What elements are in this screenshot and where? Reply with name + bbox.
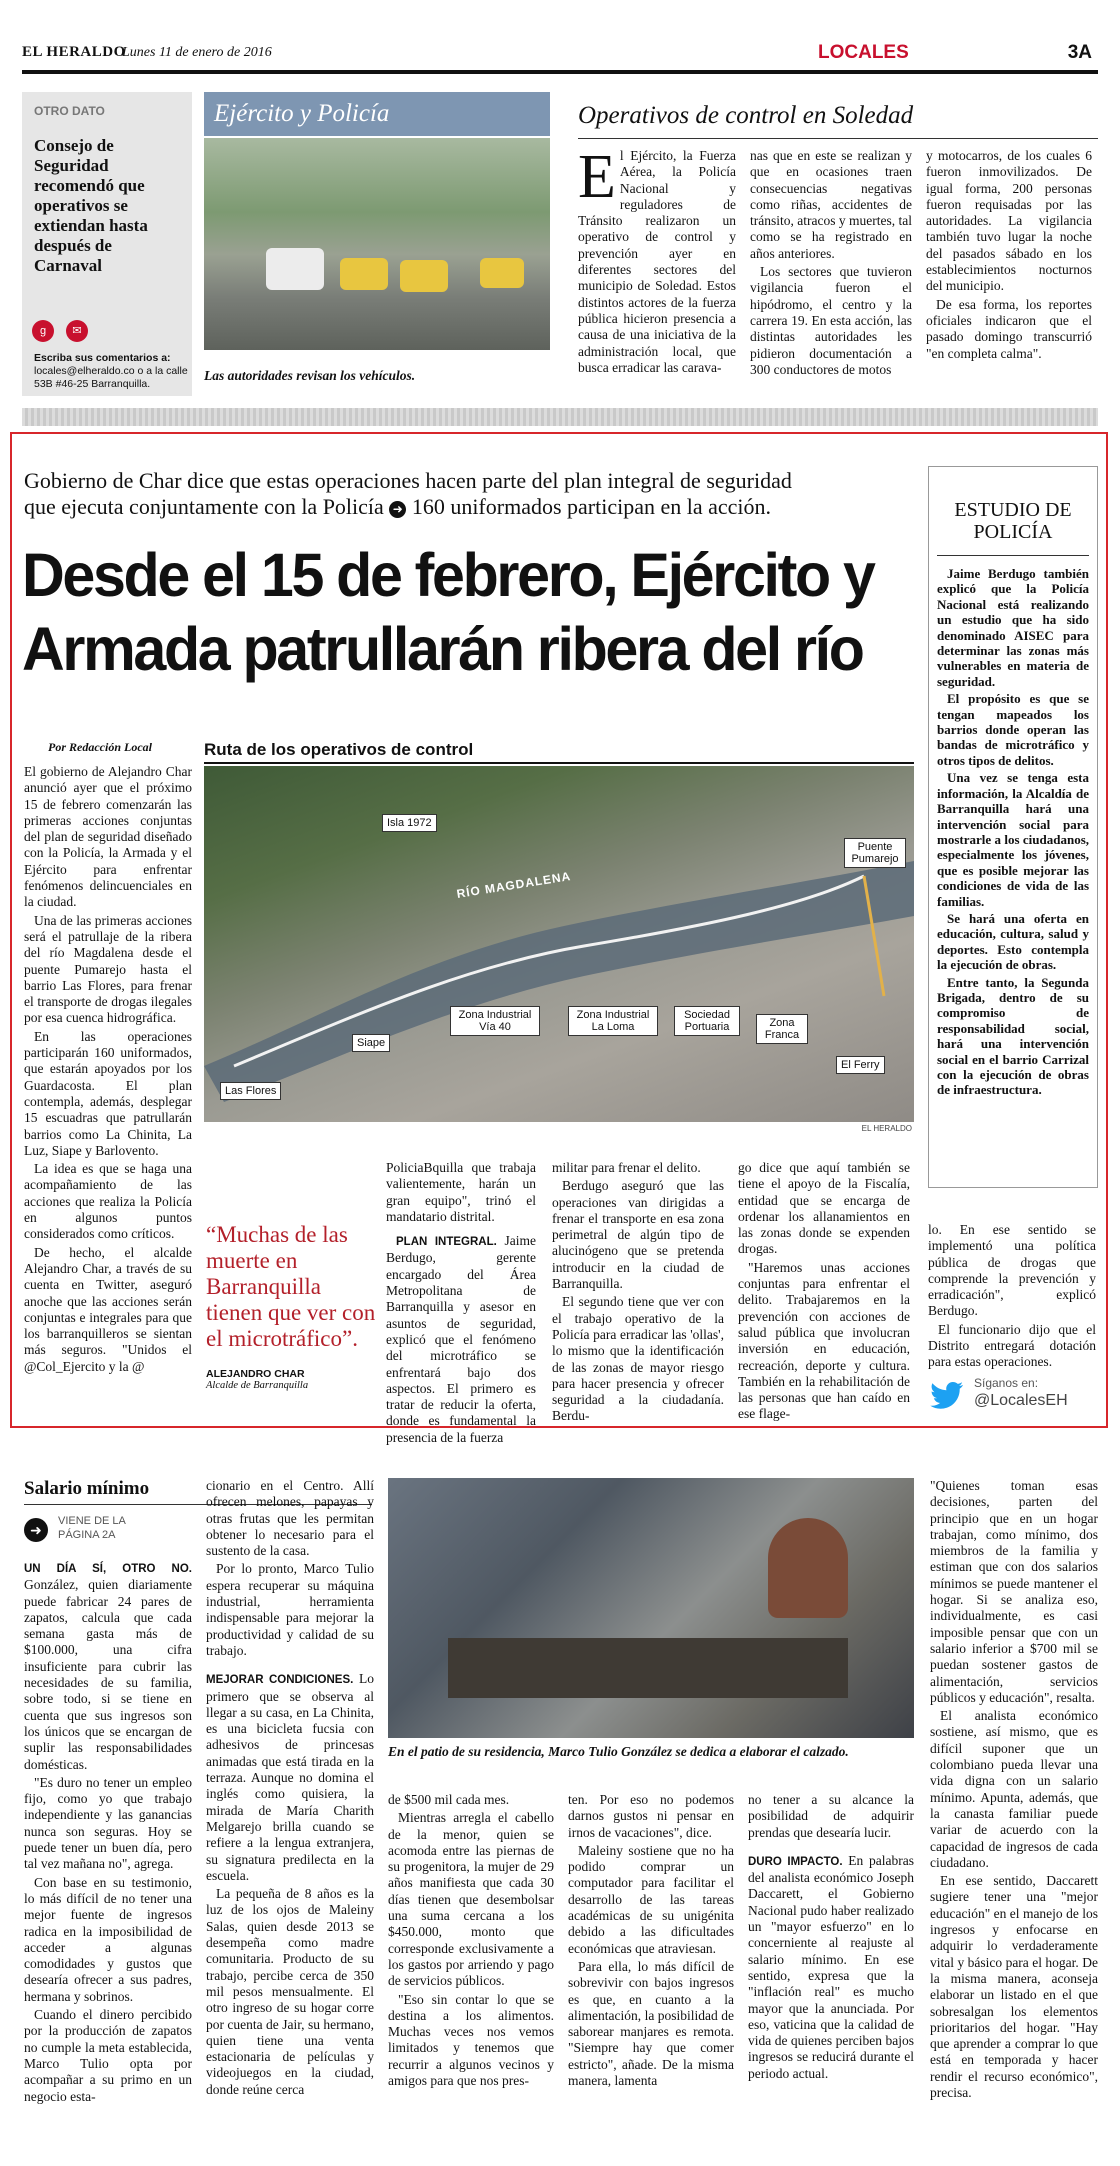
email-icon[interactable]: ✉ [66,320,88,342]
bottom-paragraph: Por lo pronto, Marco Tulio espera recuperar su máquina industrial, herramienta indispensable para mejorar la productividad y calidad de su trabajo. [206,1561,374,1658]
river-label: RÍO MAGDALENA [455,869,573,901]
map-label-puente: Puente Pumarejo [844,838,906,868]
workbench [448,1638,848,1698]
top-article-col-1 [578,143,736,376]
top-article-col-3 [926,148,1092,364]
river-shape [204,766,914,1122]
pull-quote [206,1222,376,1391]
kicker-plan-integral: PLAN INTEGRAL. [396,1236,497,1249]
masthead [22,40,1098,68]
bottom-paragraph: González, quien diariamente puede fabricar 24 pares de zapatos, calcula que cada semana gasta más de $100.000, una cifra insuficiente para cubrir las necesidades de su familia, sobre todo, si se tiene en cuenta que sus ingresos son los únicos que se encargan de suplir las responsabilidades domésticas. [24,1577,192,1772]
bottom-col-5 [748,1792,914,2084]
social-follow[interactable] [930,1376,1096,1416]
contact-text: locales@elheraldo.co o a la calle 53B #46-25 Barranquilla. [34,365,188,390]
main-paragraph: lo. En ese sentido se implementó una política pública de drogas que comprende la prevención y erradicación", explicó Berdugo. [928,1222,1096,1319]
social-icons [32,320,88,342]
bottom-paragraph: de $500 mil cada mes. [388,1792,510,1807]
main-paragraph: La idea es que se haga una acompañamiento de las acciones que realiza la Policía en algunos puntos considerados como críticos. [24,1161,192,1242]
bottom-paragraph: En ese sentido, Daccarett sugiere tener una "mejor educación" en el manejo de los ingresos y enfocarse en adquirir lo verdaderamente vital y básico para el hogar. De la misma manera, aconseja elaborar un listado en el que sobresalgan los elementos prioritarios del hogar. "Hay que aprender a comprar lo que está en temporada y hacer rendir el recurso económico", precisa. [930,1873,1098,2100]
main-paragraph: militar para frenar el delito. [552,1160,701,1175]
map-image [204,766,914,1122]
main-paragraph: Jaime Berdugo, gerente encargado del Área Metropolitana de Barranquilla y asesor en asuntos de seguridad, explicó que el fenómeno del microtráfico se enfrentará bajo dos aspectos. El primero es tratar de reducir la oferta, donde es fundamental la presencia de la fuerza [386,1233,536,1445]
section-divider-band [22,408,1098,426]
contact-title: Escriba sus comentarios a: [34,352,171,364]
twitter-bird-icon [930,1382,964,1410]
google-plus-icon[interactable]: g [32,320,54,342]
map-title: Ruta de los operativos de control [204,740,474,759]
quote-role: Alcalde de Barranquilla [206,1380,309,1391]
worker-figure [768,1518,848,1618]
sidebar-body [937,566,1089,1098]
map-label-isla: Isla 1972 [382,814,437,832]
map-title-rule [204,762,914,764]
bottom-paragraph: Para ella, lo más difícil de sobrevivir con bajos ingresos es que, en cuanto a la alimentación, la posibilidad de saborear manjares es remota. "Siempre hay que comer estricto", añade. De la misma manera, lamenta [568,1958,734,2089]
main-col-4 [552,1160,724,1427]
car-shape [266,248,324,290]
bottom-paragraph: cionario en el Centro. Allí ofrecen melones, papayas y otras frutas que les permitan obtener lo necesario para el sustento de la casa. [206,1478,374,1559]
top-photo-title-bar [204,92,550,136]
sidebar-paragraph: Se hará una oferta en educación, cultura, salud y deportes. Esto contempla la ejecución de obras. [937,910,1089,973]
deck-line-2: que ejecuta conjuntamente con la Policía [24,494,384,519]
map-label-laloma: Zona Industrial La Loma [568,1006,658,1036]
main-paragraph: "Haremos unas acciones conjuntas para enfrentar el delito. Trabajaremos en la prevención con acciones de salud pública que involucran inversión en educación, recreación, deporte y cultura. También en la rehabilitación de las personas que han caído en ese flage- [738,1259,910,1422]
main-col-1 [24,764,192,1377]
headline-line-2: Armada patrullarán ribera del río [22,615,863,683]
otro-dato-label: OTRO DATO [34,104,105,118]
bottom-paragraph: Maleiny sostiene que no ha podido comprar un computador para facilitar el desarrollo de las tareas académicas de su unigénita debido a las dificultades económicas que atraviesan. [568,1842,734,1956]
main-col-6 [928,1222,1096,1373]
map-label-via40: Zona Industrial Vía 40 [450,1006,540,1036]
sidebar-estudio [928,466,1098,1188]
deck-line-1: Gobierno de Char dice que estas operaciones hacen parte del plan integral de seguridad [24,468,792,493]
top-article-text-2: nas que en este se realizan y que en ocasiones traen consecuencias negativas como riñas, accidentes de tránsito, atracos y muertes, tal como se ha registrado en años anteriores. [750,148,912,261]
bottom-photo-caption: En el patio de su residencia, Marco Tulio González se dedica a elaborar el calzado. [388,1744,849,1759]
bottom-photo [388,1478,914,1738]
top-article-text-4: y motocarros, de los cuales 6 fueron inmovilizados. De igual forma, 200 personas fueron requisadas por las autoridades. La vigilancia también tuvo lugar la noche del pasados sábado en los establecimientos nocturnos del municipio. [926,148,1092,294]
bottom-paragraph: no tener a su alcance la posibilidad de adquirir prendas que desearía lucir. [748,1792,914,1840]
map-label-portuaria: Sociedad Portuaria [674,1006,740,1036]
bottom-paragraph: Con base en su testimonio, lo más difícil de no tener una mejor fuente de ingresos radica en la imposibilidad de acceder a algunas comodidades y gustos que desearía ofrecer a sus padres, hermana y sobrinos. [24,1874,192,2004]
bottom-paragraph: Cuando el dinero percibido por la producción de zapatos no cumple la meta establecida, Marco Tulio opta por acompañar a su primo en un negocio esta- [24,2007,192,2104]
map-label-zonafranca: Zona Franca [756,1014,808,1044]
taxi-shape [480,258,524,288]
otro-dato-box [22,92,192,396]
top-article-col-2 [750,148,912,380]
map-label-lasflores: Las Flores [220,1082,281,1100]
sidebar-title: ESTUDIO DE POLICÍA [954,499,1072,543]
top-photo-caption: Las autoridades revisan los vehículos. [204,368,416,383]
bottom-paragraph: El analista económico sostiene, así mismo, que es difícil suponer que un colombiano pueda llevar una vida digna con un salario mínimo. Apunta, además, que la canasta familiar puede variar de acuerdo con la capacidad de ingresos de cada ciudadano. [930,1708,1098,1870]
main-paragraph: En las operaciones participarán 160 uniformados, que estarán apoyados por los Guardacosta. El plan contempla, además, desplegar 15 escuadras que patrullarán barrios como La Chinita, La Luz, Siape y Barlovento. [24,1028,192,1158]
drop-cap: E [578,143,616,211]
see-also-text: VIENE DE LA PÁGINA 2A [58,1515,126,1541]
deck-line-3: 160 uniformados participan en la acción. [411,494,772,519]
top-article-headline: Operativos de control en Soledad [578,102,914,129]
page-number: 3A [1067,42,1092,63]
sidebar-paragraph: Jaime Berdugo también explicó que la Policía Nacional está realizando un estudio que ha sido denominado AISEC para determinar las zonas más vulnerables en materia de seguridad. [937,566,1089,689]
sidebar-rule [937,555,1089,556]
top-photo-title: Ejército y Policía [214,100,390,127]
bottom-paragraph: ten. Por eso no podemos darnos gustos ni pensar en irnos de vacaciones", dice. [568,1792,734,1840]
main-col-5 [738,1160,910,1425]
taxi-shape [340,258,388,290]
main-paragraph: go dice que aquí también se tiene el apoyo de la Fiscalía, entidad que se encarga de ordenar los allanamientos en las zonas donde se expenden drogas. [738,1160,910,1257]
pull-quote-text: “Muchas de las muerte en Barranquilla tienen que ver con el microtráfico”. [206,1222,376,1351]
kicker-un-dia: UN DÍA SÍ, OTRO NO. [24,1563,192,1575]
main-paragraph: PoliciaBquilla que trabaja valientemente, harán un gran equipo", trinó el mandatario distrital. [386,1160,536,1224]
arrow-circle-icon: ➜ [24,1518,48,1542]
bottom-paragraph: Lo primero que se observa al llegar a su casa, en La Chinita, es una bicicleta fucsia con adhesivos de princesas animadas que está tirada en la terraza. Aunque no domina el inglés como quisiera, la mirada de María Charith Melgarejo brilla cuando se refiere a la lengua extranjera, su signatura predilecta en la escuela. [206,1671,375,1883]
map-block [204,740,914,1132]
social-label: Síganos en: [974,1376,1039,1390]
taxi-shape [400,260,448,292]
bottom-paragraph: En palabras del analista económico Joseph Daccarett, el Gobierno Nacional pudo haber realizado un "mayor esfuerzo" en lo concerniente al reajuste al salario mínimo. En ese sentido, expresa que la "inflación real" es mucho mayor que la anunciada. Por eso, vaticina que la calidad de vida de quienes perciben bajos ingresos se reducirá durante el periodo actual. [748,1852,914,2081]
main-headline [22,538,895,686]
top-photo-block [204,92,550,392]
top-article-text-3: Los sectores que tuvieron vigilancia fueron el hipódromo, el centro y la carrera 19. En esta acción, las distintas autoridades les pidieron documentación a 300 conductores de motos [750,264,912,377]
paper-name: EL HERALDO [22,44,126,60]
map-label-siape: Siape [352,1034,390,1052]
see-also-link[interactable] [24,1514,192,1550]
map-label-ferry: El Ferry [836,1056,885,1074]
main-paragraph: Berdugo aseguró que las operaciones van dirigidas a frenar el transporte en esa zona perimetral de algún tipo de alucinógeno que se pretenda introducir en la ciudad de Barranquilla. [552,1178,724,1292]
bottom-paragraph: "Es duro no tener un empleo fijo, como yo que trabajo independiente y las ganancias nunca son seguras. Hoy se puede tener un buen día, pero tal vez mañana no", agrega. [24,1774,192,1872]
bottom-col-4 [568,1792,734,2091]
main-paragraph: El gobierno de Alejandro Char anunció ayer que el próximo 15 de febrero comenzarán las primeras acciones conjuntas del plan de seguridad diseñado con la Policía, la Armada y el Ejército para enfrentar fenómenos delincuenciales en la ciudad. [24,764,192,910]
section-name: LOCALES [818,42,909,63]
masthead-rule [22,70,1098,74]
sidebar-paragraph: El propósito es que se tengan mapeados los barrios donde operan las bandas de microtráfico y otros tipos de delitos. [937,691,1089,768]
bottom-col-2 [206,1478,374,2100]
top-article-rule [578,138,1098,139]
headline-line-1: Desde el 15 de febrero, Ejército y [22,541,874,609]
main-paragraph: El funcionario dijo que el Distrito entregará dotación para estas operaciones. [928,1321,1096,1370]
social-handle: @LocalesEH [974,1392,1068,1409]
main-paragraph: De hecho, el alcalde Alejandro Char, a través de su cuenta en Twitter, aseguró anoche que las acciones serán conjuntas e integrales para que los barranquilleros se sientan más seguros. "Unidos el @Col_Ejercito y la @ [24,1244,192,1374]
issue-date: Lunes 11 de enero de 2016 [122,45,272,60]
salario-title: Salario mínimo [24,1478,150,1499]
kicker-duro-impacto: DURO IMPACTO. [748,1855,843,1868]
bottom-paragraph: Mientras arregla el cabello de la menor, quien se acomoda entre las piernas de su progenitora, la mujer de 29 años manifiesta que cada 30 días tienen que desembolsar una suma cercana a los $450.000, monto que corresponde exclusivamente a los gastos por arriendo y pago de servicios públicos. [388,1810,554,1989]
main-paragraph: El segundo tiene que ver con el trabajo operativo de la Policía para erradicar las 'ollas', lo mismo que la identificación de las zonas de mayor riesgo para hacer presencia y ofrecer seguridad a la ciudadanía. Berdu- [552,1294,724,1424]
sidebar-paragraph: Entre tanto, la Segunda Brigada, dentro de su compromiso de responsabilidad social, hará una intervención social en el barrio Carrizal con la ejecución de obras de infraestructura. [937,974,1089,1098]
kicker-mejorar: MEJORAR CONDICIONES. [206,1674,354,1687]
bottom-col-6 [930,1478,1098,2103]
byline: Por Redacción Local [48,740,152,754]
top-article [578,92,1098,392]
bottom-col-1 [24,1560,192,2107]
top-article-text-5: De esa forma, los reportes oficiales indicaron que el pasado domingo transcurrió "en completa calma". [926,296,1092,361]
map-credit: EL HERALDO [861,1124,912,1133]
bottom-paragraph: La pequeña de 8 años es la luz de los ojos de Maleiny Salas, quien desde 2013 se desempeña como madre comunitaria. Producto de su trabajo, percibe cerca de 350 mil pesos mensualmente. El otro ingreso de su hogar corre por cuenta de Jair, su hermano, quien tiene una venta estacionaria de películas y videojuegos en la ciudad, donde reúne cerca [206,1886,374,2097]
bottom-paragraph: "Eso sin contar lo que se destina a los alimentos. Muchas veces nos vemos limitados y tenemos que recurrir a algunos vecinos y amigos para que nos pres- [388,1991,554,2089]
top-article-text-1: l Ejército, la Fuerza Aérea, la Policía Nacional y reguladores de Tránsito realizaron un operativo de control y prevención ayer en diferentes sectores del municipio de Soledad. Estos distintos actores de la fuerza pública hicieron presencia a causa de una iniciativa de la administración local, que busca erradicar las carava- [578,148,736,375]
quote-author: ALEJANDRO CHAR [206,1368,305,1380]
bottom-paragraph: "Quienes toman esas decisiones, parten del principio que en un hogar trabajan, como mínimo, dos miembros de la familia y estiman que con dos salarios mínimos se puede mantener el hogar. Si se analiza eso, individualmente, es casi imposible pensar que con un salario inferior a $700 mil se puedan sostener gastos de alimentación, servicios públicos y educación", resalta. [930,1478,1098,1705]
main-paragraph: Una de las primeras acciones será el patrullaje de la ribera del río Magdalena desde el puente Pumarejo hasta el barrio Las Flores, para frenar el transporte de drogas ilegales por esa cuenca hidrográfica. [24,912,192,1026]
otro-dato-text: Consejo de Seguridad recomendó que operativos se extiendan hasta después de Carnaval [34,136,148,275]
bottom-col-3 [388,1792,554,2091]
sidebar-paragraph: Una vez se tenga esta información, la Alcaldía de Barranquilla hará una intervención social para mostrarle a los ciudadanos, especialmente los jóvenes, que es posible mejorar las condiciones de vida de las familias. [937,770,1089,909]
top-photo [204,138,550,350]
main-deck [24,468,904,520]
main-col-3 [386,1160,536,1448]
arrow-circle-icon: ➜ [389,501,406,518]
